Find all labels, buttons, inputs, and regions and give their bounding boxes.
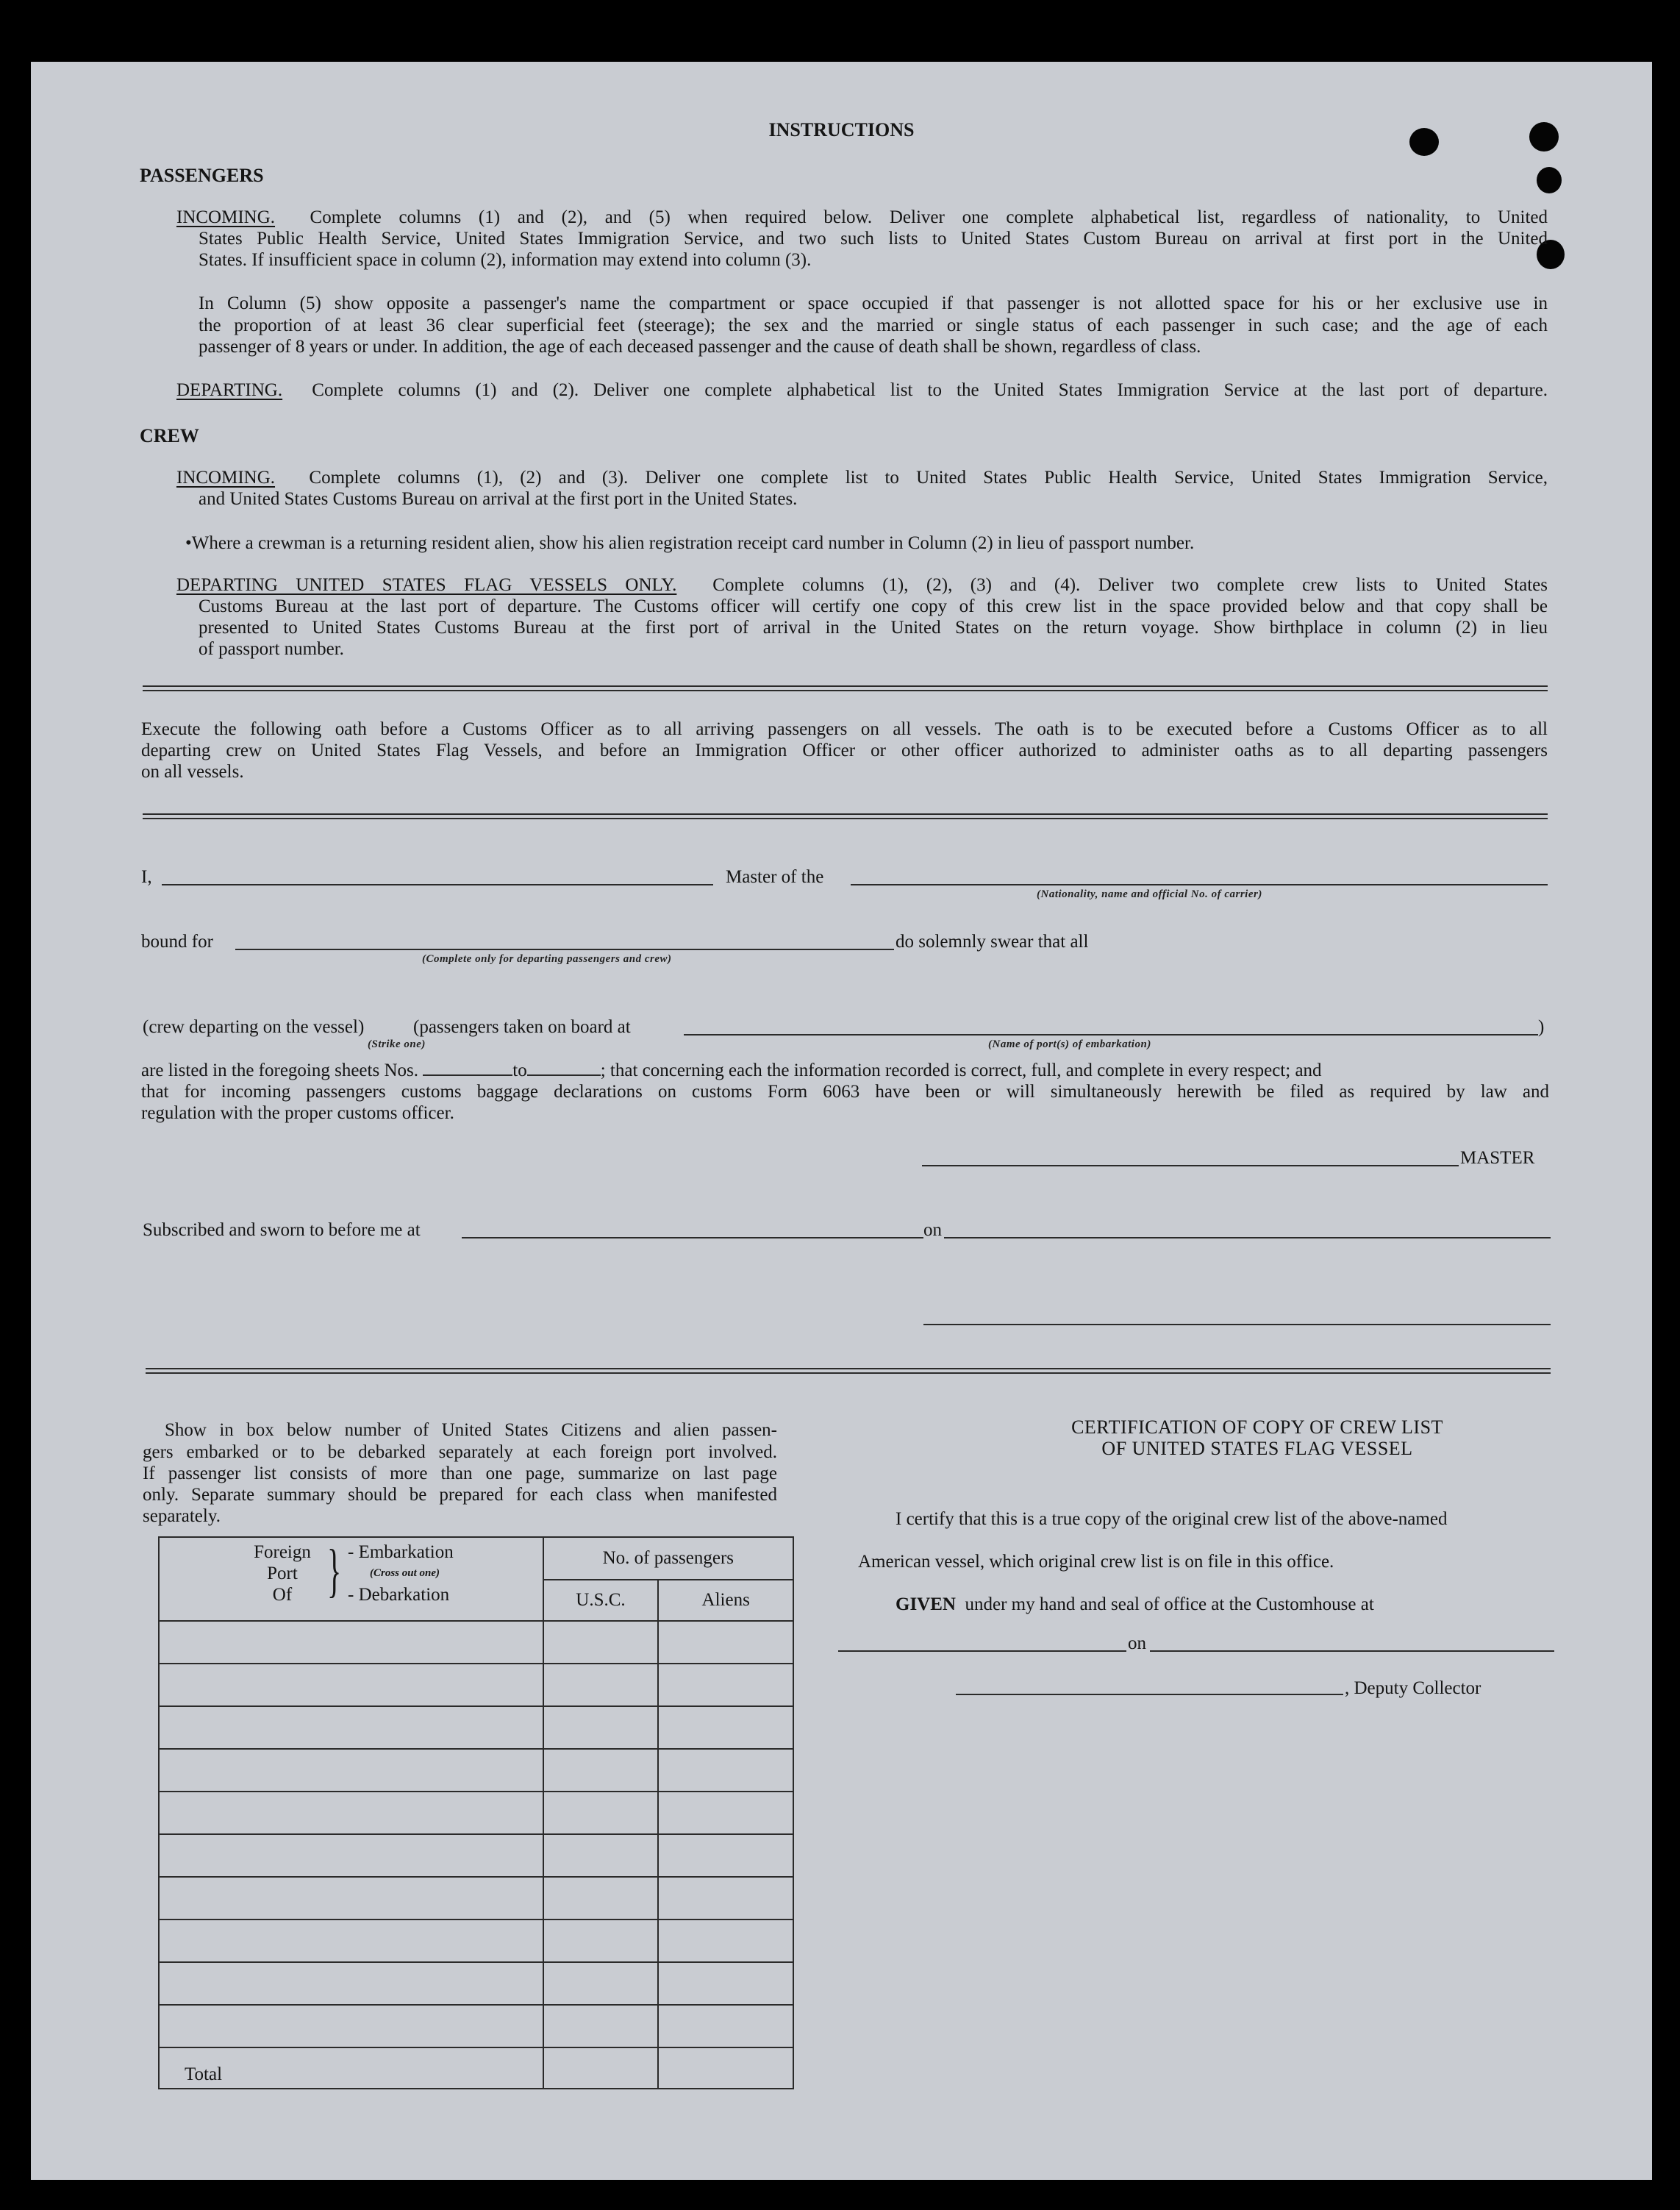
aliens-cell[interactable] (658, 1877, 793, 1920)
usc-cell[interactable] (543, 1834, 659, 1877)
strike-caption: (Strike one) (368, 1038, 426, 1050)
usc-cell[interactable] (543, 1664, 659, 1706)
embarkation-ports-field-line[interactable] (684, 1034, 1538, 1036)
flag-line-3: presented to United States Customs Bureau at the first port of arrival in the United States on the return voyage. Show birthplace in column (2) in lieu (199, 618, 1548, 638)
port-cell[interactable] (159, 1877, 543, 1920)
subscribed-label: Subscribed and sworn to before me at (143, 1220, 421, 1240)
certification-line-1: I certify that this is a true copy of the original crew list of the above-named (896, 1509, 1448, 1529)
sheets-to-label: to (512, 1061, 527, 1080)
crew-incoming-line-2: and United States Customs Bureau on arrival at the first port in the United States. (199, 489, 798, 509)
departing-line (176, 379, 1548, 401)
ports-caption: (Name of port(s) of embarkation) (988, 1038, 1151, 1050)
usc-cell[interactable] (543, 1962, 659, 2005)
port-cell[interactable] (159, 1920, 543, 1962)
foreign-label: Foreign (254, 1542, 311, 1562)
port-cell[interactable] (159, 1834, 543, 1877)
port-cell[interactable] (159, 1792, 543, 1834)
usc-cell[interactable] (543, 1920, 659, 1962)
i-label: I, (141, 867, 152, 887)
master-signature-line[interactable] (922, 1165, 1459, 1166)
customhouse-field-line[interactable] (838, 1650, 1126, 1652)
total-label: Total (185, 2064, 223, 2084)
table-row (159, 1706, 793, 1749)
flag-text: Complete columns (1), (2), (3) and (4). Deliver two complete crew lists to United States (712, 575, 1548, 595)
sheets-label: are listed in the foregoing sheets Nos. (141, 1061, 418, 1080)
table-row (159, 1749, 793, 1792)
aliens-cell[interactable] (658, 2005, 793, 2047)
flag-line-1 (176, 574, 1548, 596)
officer-signature-line[interactable] (923, 1324, 1551, 1325)
aliens-cell[interactable] (658, 1962, 793, 2005)
incoming-text: Complete columns (1) and (2), and (5) when required below. Deliver one complete alphabetical list, regardless of nationality, to United (310, 207, 1548, 227)
total-label-cell (159, 2047, 543, 2089)
column5-line-1: In Column (5) show opposite a passenger's name the compartment or space occupied if that passenger is not allotted space for his or her exclusive use in (199, 293, 1548, 313)
of-label: Of (272, 1585, 293, 1605)
bound-for-field-line[interactable] (235, 949, 894, 950)
crewman-note: •Where a crewman is a returning resident alien, show his alien registration receipt card number in Column (2) in lieu of passport number. (185, 533, 1195, 553)
port-header-cell (159, 1537, 543, 1621)
sheets-line (141, 1060, 1549, 1081)
oath-intro-line-1: Execute the following oath before a Customs Officer as to all arriving passengers on all vessels. The oath is to be executed before a Customs Officer as to all (141, 719, 1548, 739)
certification-line-2: American vessel, which original crew list is on file in this office. (858, 1552, 1334, 1572)
aliens-header: Aliens (658, 1580, 793, 1621)
sheets-to-field[interactable] (527, 1060, 601, 1076)
bound-for-label: bound for (141, 932, 213, 952)
column5-line-2: the proportion of at least 36 clear superficial feet (steerage); the sex and the married or single status of each passenger in such case; and the age of each (199, 316, 1548, 335)
departing-label: DEPARTING. (176, 380, 283, 400)
table-row (159, 2005, 793, 2047)
certification-on-label: on (1128, 1633, 1146, 1653)
given-text: under my hand and seal of office at the Customhouse at (965, 1594, 1374, 1614)
master-label: MASTER (1460, 1148, 1535, 1168)
deputy-collector-label: , Deputy Collector (1345, 1678, 1481, 1698)
oath-intro-line-2: departing crew on United States Flag Vessels, and before an Immigration Officer or other officer authorized to administer oaths as to all departing passengers (141, 741, 1548, 760)
summary-line-1: Show in box below number of United States Citizens and alien passen- (165, 1420, 777, 1440)
no-passengers-header: No. of passengers (543, 1537, 793, 1580)
close-paren: ) (1538, 1017, 1545, 1037)
total-row (159, 2047, 793, 2089)
embarkation-label: - Embarkation (348, 1542, 454, 1562)
certification-title-1: CERTIFICATION OF COPY OF CREW LIST (1071, 1416, 1443, 1438)
sheets-from-field[interactable] (423, 1060, 512, 1076)
usc-header: U.S.C. (543, 1580, 659, 1621)
punch-hole-icon (1537, 167, 1562, 193)
given-label: GIVEN (896, 1594, 956, 1614)
flag-line-4: of passport number. (199, 639, 344, 659)
incoming-label: INCOMING. (176, 207, 276, 227)
usc-cell[interactable] (543, 1621, 659, 1664)
usc-cell[interactable] (543, 2005, 659, 2047)
oath-line-3: regulation with the proper customs officer. (141, 1103, 454, 1123)
summary-line-3: If passenger list consists of more than one page, summarize on last page (143, 1464, 777, 1483)
aliens-cell[interactable] (658, 1834, 793, 1877)
flag-label: DEPARTING UNITED STATES FLAG VESSELS ONLY. (176, 575, 677, 595)
incoming-line-3: States. If insufficient space in column (2), information may extend into column (3). (199, 250, 812, 270)
name-field-line[interactable] (162, 884, 713, 885)
divider (143, 813, 1548, 819)
carrier-field-line[interactable] (851, 884, 1548, 885)
oath-line-2: that for incoming passengers customs baggage declarations on customs Form 6063 have been or will simultaneously herewith be filed as required by law and (141, 1082, 1549, 1102)
summary-line-2: gers embarked or to be debarked separately at each foreign port involved. (143, 1442, 777, 1462)
brace-icon: } (327, 1539, 342, 1603)
deputy-signature-line[interactable] (956, 1694, 1343, 1695)
subscribed-date-line[interactable] (944, 1237, 1551, 1238)
usc-cell[interactable] (543, 1877, 659, 1920)
summary-line-4: only. Separate summary should be prepared for each class when manifested (143, 1485, 777, 1505)
aliens-cell[interactable] (658, 1749, 793, 1792)
certification-date-line[interactable] (1150, 1650, 1554, 1652)
crew-incoming-line-1 (176, 467, 1548, 488)
passenger-summary-table (158, 1536, 794, 2089)
crew-departing-label: (crew departing on the vessel) (143, 1017, 365, 1037)
aliens-cell[interactable] (658, 1621, 793, 1664)
table-row (159, 1792, 793, 1834)
usc-cell[interactable] (543, 1792, 659, 1834)
master-of-label: Master of the (726, 867, 824, 887)
cross-out-caption: (Cross out one) (370, 1567, 440, 1579)
port-cell[interactable] (159, 1706, 543, 1749)
debarkation-label: - Debarkation (348, 1585, 450, 1605)
usc-total-cell[interactable] (543, 2047, 659, 2089)
aliens-cell[interactable] (658, 1792, 793, 1834)
departing-text: Complete columns (1) and (2). Deliver one complete alphabetical list to the United States Immigration Service at the last port of departure. (312, 380, 1548, 400)
table-row (159, 1920, 793, 1962)
aliens-cell[interactable] (658, 1664, 793, 1706)
passengers-taken-label: (passengers taken on board at (413, 1017, 631, 1037)
table-row (159, 1877, 793, 1920)
table-row (159, 1834, 793, 1877)
crew-incoming-label: INCOMING. (176, 468, 276, 488)
port-cell[interactable] (159, 1621, 543, 1664)
port-cell[interactable] (159, 1962, 543, 2005)
subscribed-on-label: on (923, 1220, 942, 1240)
bound-for-caption: (Complete only for departing passengers and crew) (422, 953, 672, 965)
port-cell[interactable] (159, 1664, 543, 1706)
subscribed-place-line[interactable] (462, 1237, 923, 1238)
divider (143, 685, 1548, 691)
carrier-caption: (Nationality, name and official No. of carrier) (1037, 888, 1262, 900)
summary-line-5: separately. (143, 1506, 221, 1526)
port-cell[interactable] (159, 2005, 543, 2047)
swear-label: do solemnly swear that all (896, 932, 1089, 952)
aliens-cell[interactable] (658, 1920, 793, 1962)
table-row (159, 1621, 793, 1664)
aliens-total-cell[interactable] (658, 2047, 793, 2089)
oath-intro-line-3: on all vessels. (141, 762, 244, 782)
divider (146, 1368, 1551, 1374)
crew-incoming-text: Complete columns (1), (2) and (3). Deliver one complete list to United States Public Health Service, United States Immigration Service, (309, 468, 1548, 488)
table-row (159, 1962, 793, 2005)
port-label: Port (267, 1564, 298, 1583)
certification-given-line (896, 1594, 1374, 1615)
form-page (31, 62, 1652, 2180)
sheets-rest: ; that concerning each the information recorded is correct, full, and complete in every respect; and (600, 1061, 1322, 1080)
incoming-line-1 (176, 207, 1548, 228)
crew-heading: CREW (140, 425, 199, 446)
column5-line-3: passenger of 8 years or under. In addition, the age of each deceased passenger and the cause of death shall be shown, regardless of class. (199, 337, 1201, 357)
incoming-line-2: States Public Health Service, United States Immigration Service, and two such lists to United States Custom Bureau on arrival at first port in the United (199, 229, 1548, 249)
flag-line-2: Customs Bureau at the last port of departure. The Customs officer will certify one copy of this crew list in the space provided below and that copy shall be (199, 596, 1548, 616)
port-cell[interactable] (159, 1749, 543, 1792)
aliens-cell[interactable] (658, 1706, 793, 1749)
instructions-title: INSTRUCTIONS (768, 119, 915, 140)
usc-cell[interactable] (543, 1749, 659, 1792)
usc-cell[interactable] (543, 1706, 659, 1749)
passengers-heading: PASSENGERS (140, 165, 264, 186)
certification-title-2: OF UNITED STATES FLAG VESSEL (1101, 1438, 1413, 1459)
table-row (159, 1664, 793, 1706)
